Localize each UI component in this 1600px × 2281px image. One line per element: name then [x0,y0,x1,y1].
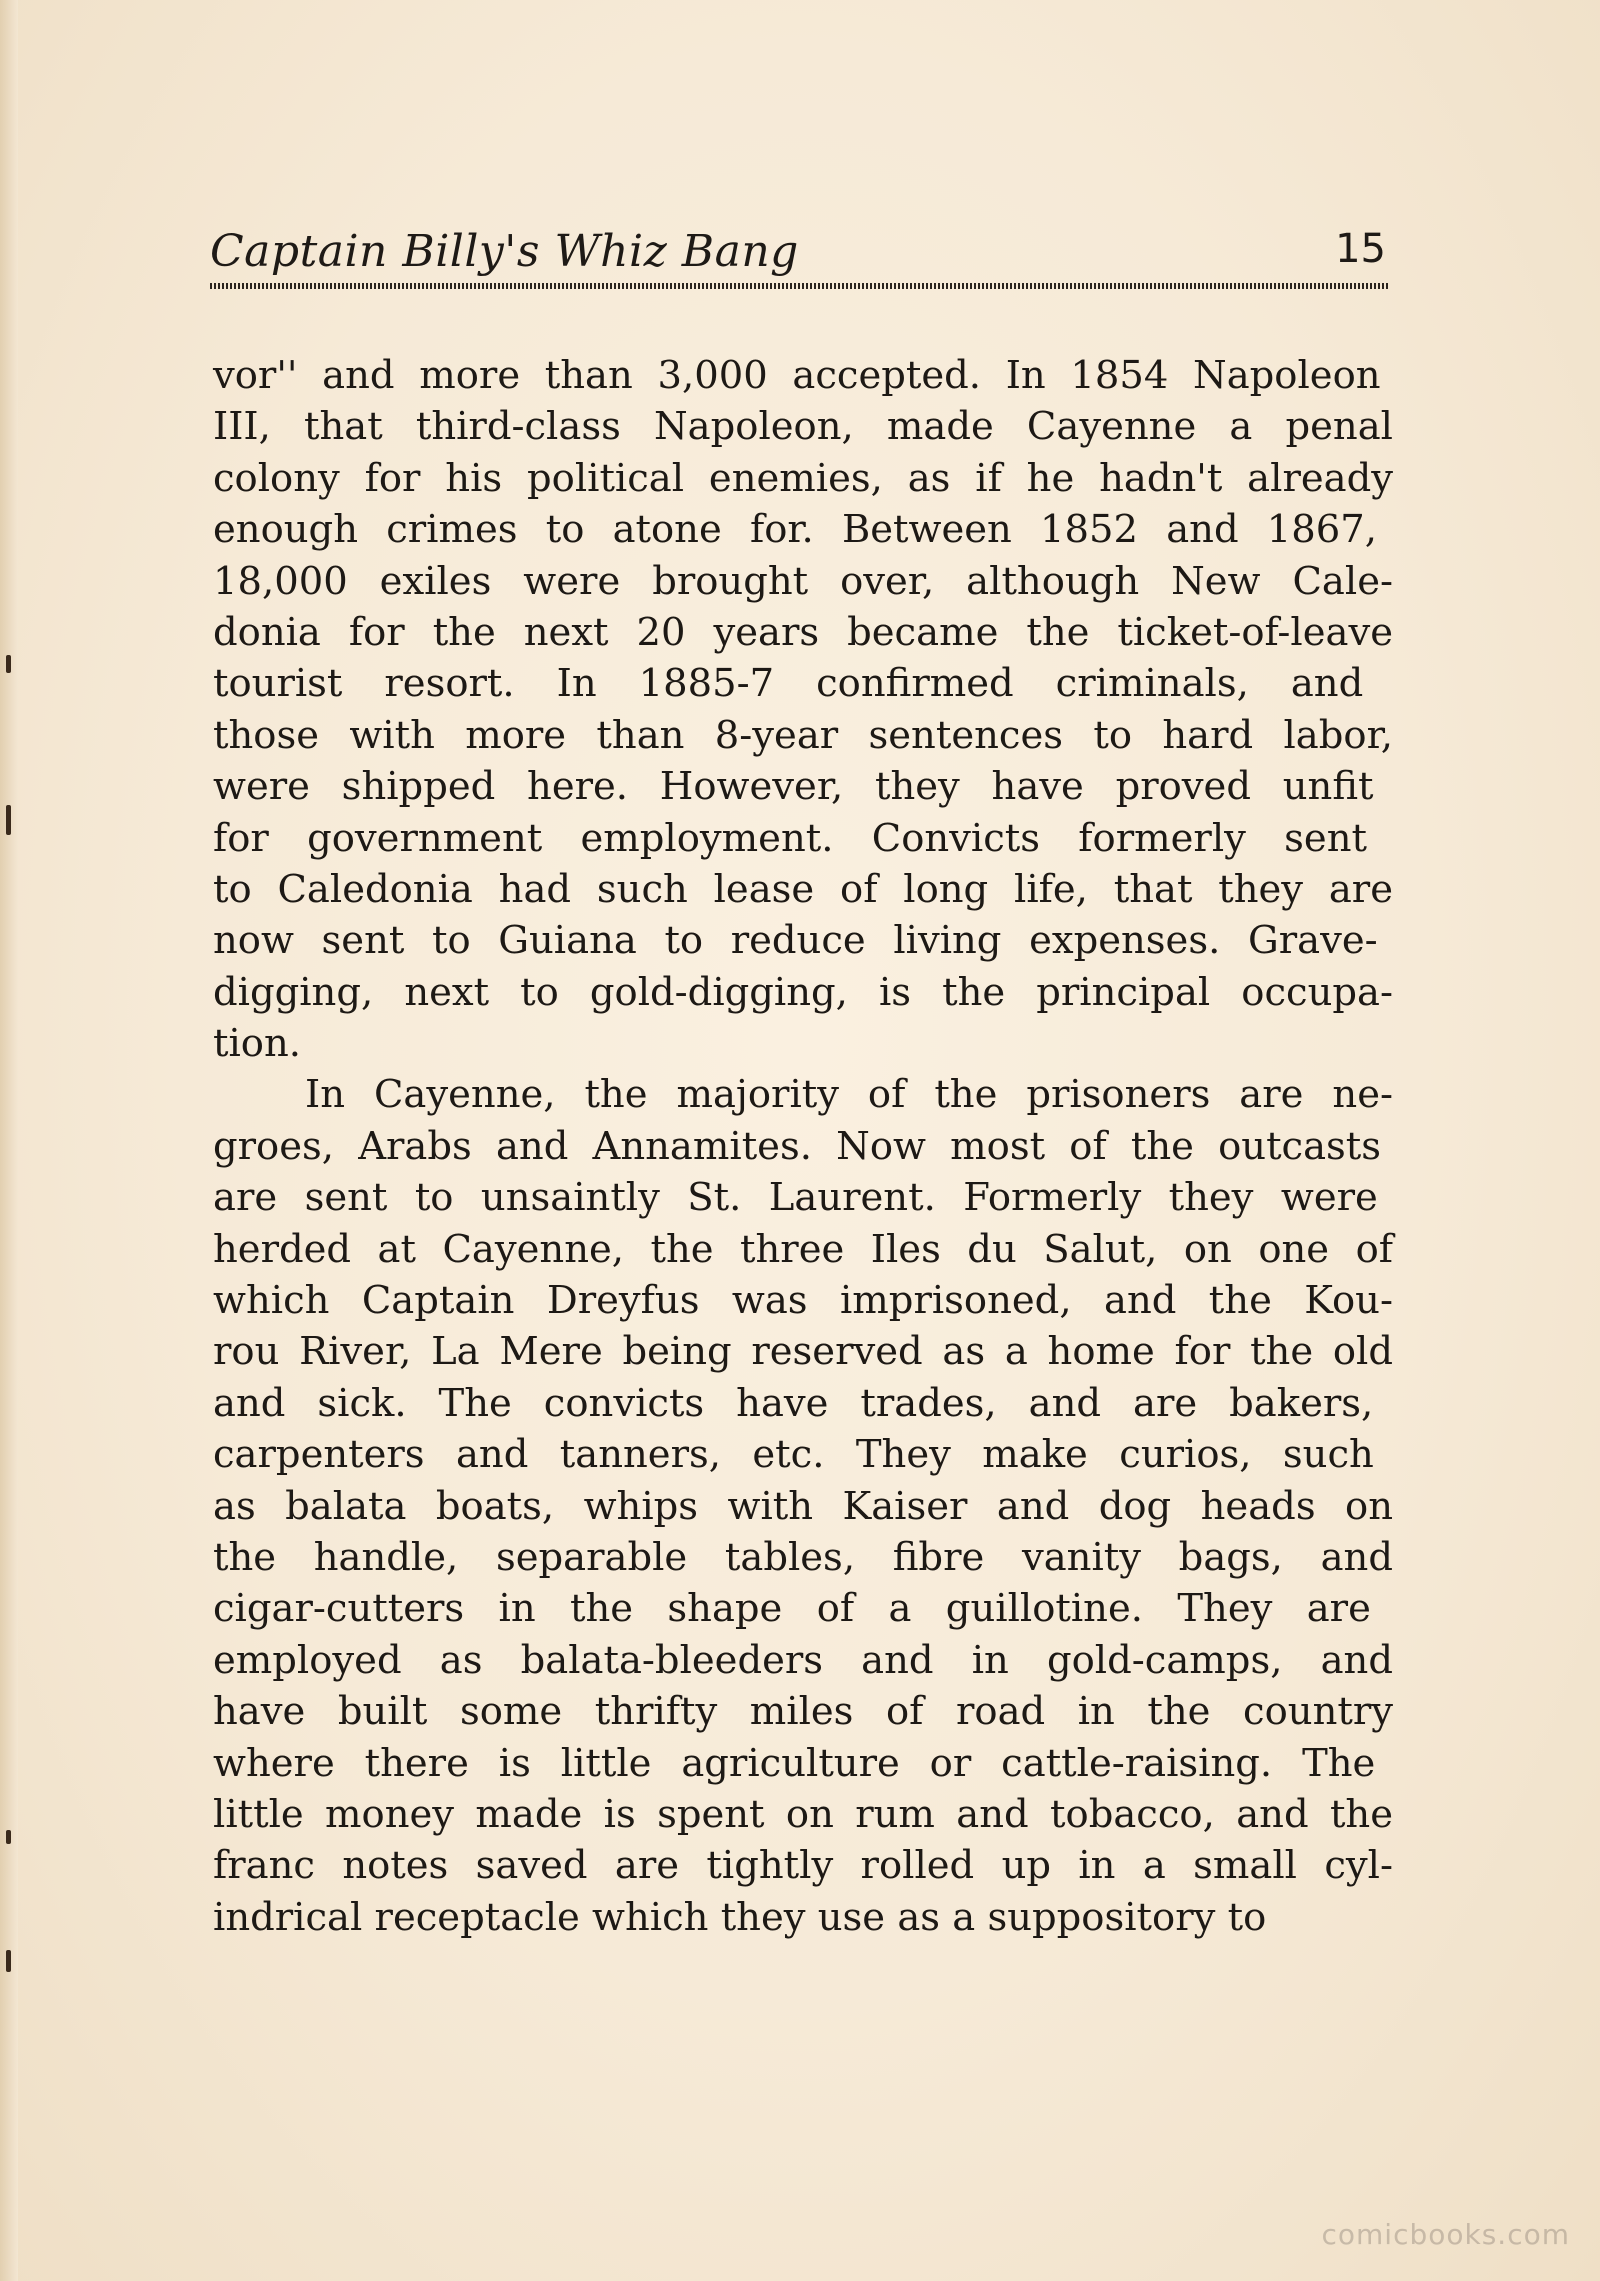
text-line: the handle, separable tables, fibre vanity bags, and [213,1534,1393,1580]
text-line: where there is little agriculture or cattle-raising. The [213,1740,1376,1786]
paragraph [213,1069,1393,1943]
text-line: those with more than 8-year sentences to hard labor, [213,712,1393,758]
text-line: franc notes saved are tightly rolled up in a small cyl- [213,1843,1393,1889]
running-title: Captain Billy's Whiz Bang [210,226,799,277]
text-line: indrical receptacle which they use as a suppository to [213,1894,1267,1940]
edge-mark [6,1950,11,1972]
text-line: now sent to Guiana to reduce living expenses. Grave- [213,918,1378,964]
text-line: as balata boats, whips with Kaiser and dog heads on [213,1483,1393,1529]
text-line: little money made is spent on rum and tobacco, and the [213,1791,1393,1837]
text-line: groes, Arabs and Annamites. Now most of the outcasts [213,1123,1382,1169]
text-line: carpenters and tanners, etc. They make curios, such [213,1432,1374,1478]
text-line: rou River, La Mere being reserved as a home for the old [213,1329,1393,1375]
text-line: tourist resort. In 1885-7 confirmed criminals, and [213,661,1364,707]
body-text [213,350,1393,1943]
page-header [210,226,1390,286]
text-line: enough crimes to atone for. Between 1852 and 1867, [213,507,1378,553]
text-line: and sick. The convicts have trades, and are bakers, [213,1380,1374,1426]
text-line: cigar-cutters in the shape of a guillotine. They are [213,1586,1371,1632]
text-line: to Caledonia had such lease of long life, that they are [213,866,1393,912]
text-line: for government employment. Convicts formerly sent [213,815,1367,861]
text-line: which Captain Dreyfus was imprisoned, and the Kou- [213,1278,1393,1324]
watermark: comicbooks.com [1321,2218,1570,2251]
text-line: In Cayenne, the majority of the prisoners are ne- [305,1072,1393,1118]
text-line: III, that third-class Napoleon, made Cayenne a penal [213,404,1393,450]
edge-mark [6,805,11,835]
text-line: have built some thrifty miles of road in the country [213,1689,1393,1735]
page-number: 15 [1335,226,1386,272]
text-line: tion. [213,1021,301,1067]
text-line: colony for his political enemies, as if he hadn't already [213,455,1393,501]
text-line: donia for the next 20 years became the ticket-of-leave [213,609,1393,655]
text-line: herded at Cayenne, the three Iles du Salut, on one of [213,1226,1393,1272]
edge-mark [6,655,11,673]
text-line: employed as balata-bleeders and in gold-camps, and [213,1637,1393,1683]
text-line: vor'' and more than 3,000 accepted. In 1854 Napoleon [213,353,1381,398]
text-line: 18,000 exiles were brought over, although New Cale- [213,558,1393,604]
text-line: digging, next to gold-digging, is the principal occupa- [213,969,1393,1015]
text-line: are sent to unsaintly St. Laurent. Formerly they were [213,1175,1378,1221]
binding-edge [0,0,18,2281]
header-rule [210,283,1390,289]
text-line: were shipped here. However, they have proved unfit [213,764,1374,810]
edge-mark [6,1830,11,1844]
paragraph [213,350,1393,1069]
